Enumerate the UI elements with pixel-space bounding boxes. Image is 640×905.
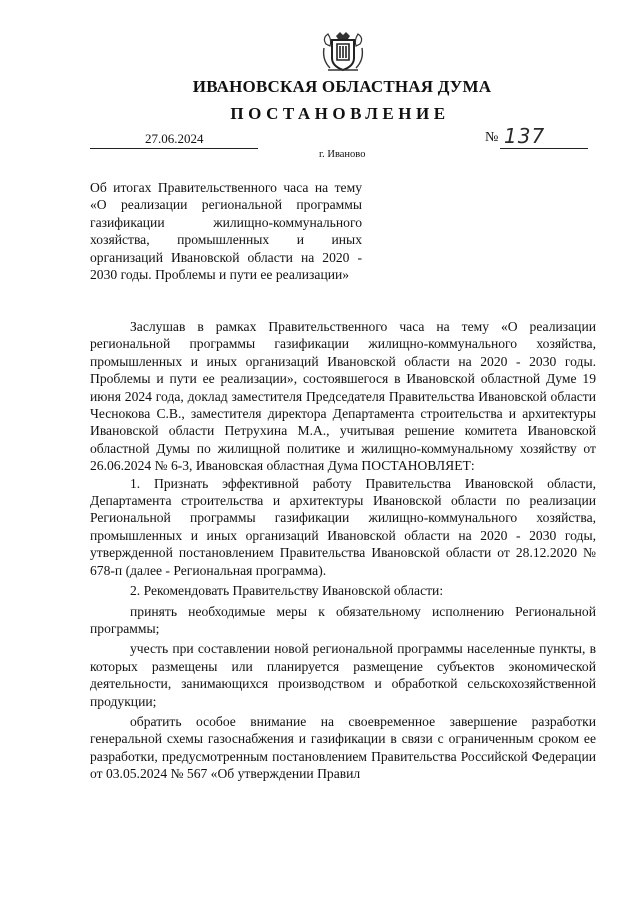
body-paragraph-subitem: обратить особое внимание на своевременное завершение разработки генеральной схемы газоснабжения и газификации в связи с ограниченным сроком ее разработки, предусмотренным постановлением Правительства Российской Федерации от 03.05.2024 № 567 «Об утверждении Правил xyxy=(90,713,596,782)
body-paragraph-preamble: Заслушав в рамках Правительственного часа на тему «О реализации региональной программы газификации жилищно-коммунального хозяйства, промышленных и иных организаций Ивановской области на 2020 - 2030 годы. Проблемы и пути ее реализации», состоявшегося в Ивановской областной Думе 19 июня 2024 года, доклад заместителя Председателя Правительства Ивановской области Чеснокова С.В., заместителя директора Департамента строительства и архитектуры Ивановской области Петрухина М.А., учитывая решение комитета Ивановской областной Думы по жилищной политике и жилищно-коммунальному хозяйству от 26.06.2024 № 6-3, Ивановская областная Дума ПОСТАНОВЛЯЕТ: xyxy=(90,319,596,474)
body-paragraph-subitem: принять необходимые меры к обязательному исполнению Региональной программы; xyxy=(90,603,596,636)
document-body xyxy=(90,318,596,783)
body-paragraph-subitem: учесть при составлении новой региональной программы населенные пункты, в которых размещены или планируется размещение субъектов экономической деятельности, занимающихся производством и обработкой сельскохозяйственной продукции; xyxy=(90,641,596,709)
city-line: г. Иваново xyxy=(319,149,366,160)
document-date: 27.06.2024 xyxy=(145,131,204,146)
document-number: 137 xyxy=(504,124,546,148)
document-type-title: ПОСТАНОВЛЕНИЕ xyxy=(230,104,450,123)
body-paragraph-item-1: 1. Признать эффективной работу Правительства Ивановской области, Департамента строительства и архитектуры Ивановской области по реализации Региональной программы газификации жилищно-коммунального хозяйства, промышленных и иных организаций Ивановской области на 2020 - 2030 годы, утвержденной постановлением Правительства Ивановской области от 28.12.2020 № 678-п (далее - Региональная программа). xyxy=(90,475,596,578)
document-subject: Об итогах Правительственного часа на тему «О реализации региональной программы газификации жилищно-коммунального хозяйства, промышленных и иных организаций Ивановской области на 2020 - 2030 годы. Проблемы и пути ее реализации» xyxy=(90,180,362,283)
number-label: № xyxy=(485,130,499,145)
organization-title: ИВАНОВСКАЯ ОБЛАСТНАЯ ДУМА xyxy=(192,77,492,96)
coat-of-arms-emblem xyxy=(318,30,368,74)
body-paragraph-item-2: 2. Рекомендовать Правительству Ивановской области: xyxy=(130,583,444,599)
